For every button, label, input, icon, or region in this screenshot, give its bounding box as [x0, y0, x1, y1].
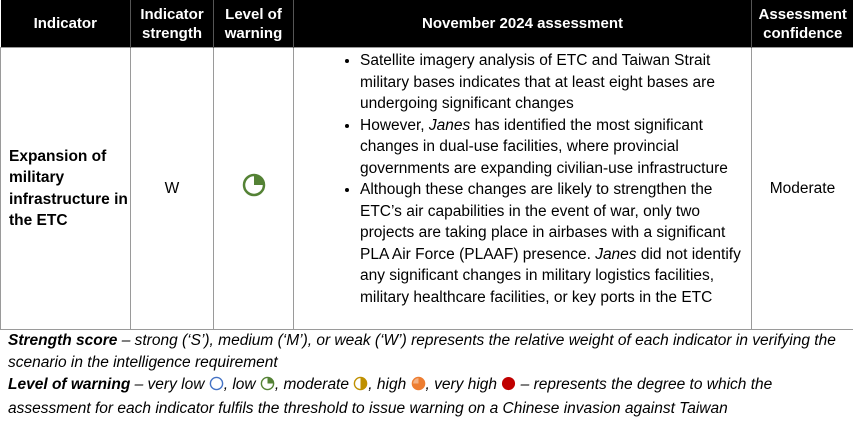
assessment-confidence: Moderate	[752, 48, 853, 330]
warning-legend	[8, 374, 848, 419]
assessment-bullets	[294, 50, 745, 308]
warning-legend-label: Level of warning	[8, 376, 131, 393]
bullet-text: has identified the most significant changes in dual-use facilities, where provincial governments are expanding civilian-use infrastructure	[360, 116, 728, 177]
low-warning-icon	[260, 376, 275, 398]
moderate-warning-icon	[353, 376, 368, 398]
assessment-bullet	[360, 50, 745, 115]
source-name: Janes	[428, 116, 471, 134]
header-strength: Indicator strength	[131, 0, 214, 48]
very-high-label: , very high	[425, 376, 502, 393]
very-low-label: – very low	[130, 376, 209, 393]
bullet-text: Although these changes are likely to strengthen the ETC’s air capabilities in the event of war, only two projects are taking place in airbases with a significant PLA Air Force (PLAAF) presence.	[360, 181, 726, 263]
assessment-bullet	[360, 115, 745, 180]
strength-legend-label: Strength score	[8, 332, 118, 349]
header-indicator: Indicator	[1, 0, 131, 48]
high-warning-icon	[411, 376, 426, 398]
low-warning-quarter-circle-icon	[242, 173, 266, 204]
header-warning: Level of warning	[214, 0, 294, 48]
table-row	[1, 48, 853, 330]
bullet-text: However,	[360, 116, 429, 134]
assessment-cell	[294, 48, 752, 330]
warning-cell	[214, 48, 294, 330]
assessment-bullet	[360, 179, 745, 308]
very-low-warning-icon	[209, 376, 224, 398]
header-assessment: November 2024 assessment	[294, 0, 752, 48]
source-name: Janes	[595, 245, 637, 263]
high-label: , high	[368, 376, 411, 393]
indicator-strength: W	[131, 48, 214, 330]
strength-legend	[8, 330, 848, 373]
bullet-text: Satellite imagery analysis of ETC and Taiwan Strait military bases indicates that at least eight bases are undergoing significant changes	[360, 52, 715, 112]
low-label: , low	[223, 376, 260, 393]
warning-legend-text: – represents the degree to which the assessment for each indicator fulfils the threshold to issue warning on a Chinese invasion against Taiwan	[8, 376, 773, 417]
bullet-text: did not identify any significant changes in military logistics facilities, military healthcare facilities, or key ports in the ETC	[360, 245, 741, 306]
header-confidence: Assessment confidence	[752, 0, 853, 48]
moderate-label: , moderate	[274, 376, 354, 393]
header-row	[1, 0, 853, 48]
indicator-name: Expansion of military infrastructure in the ETC	[1, 48, 131, 330]
strength-legend-text: – strong (‘S’), medium (‘M’), or weak (‘W’) represents the relative weight of each indicator in verifying the scenario in the intelligence requirement	[8, 332, 836, 371]
very-high-warning-icon	[501, 376, 516, 398]
legend	[8, 330, 848, 420]
